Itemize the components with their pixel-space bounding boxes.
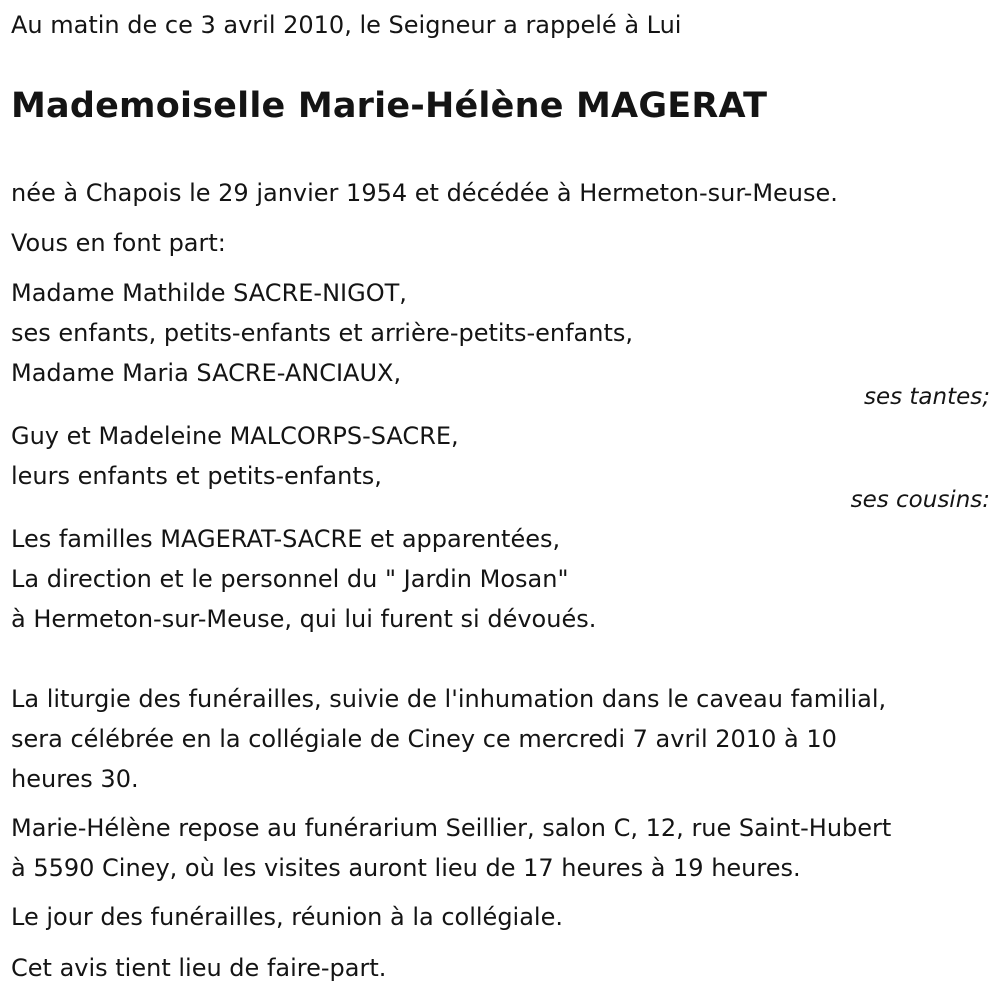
family-line: Madame Maria SACRE-ANCIAUX, xyxy=(11,359,402,387)
family-role-cousins: ses cousins: xyxy=(850,487,990,513)
family-line: La direction et le personnel du " Jardin Mosan" xyxy=(11,565,569,593)
repose-line: à 5590 Ciney, où les visites auront lieu de 17 heures à 19 heures. xyxy=(11,854,801,882)
reunion-line: Le jour des funérailles, réunion à la collégiale. xyxy=(11,903,563,931)
closing-line: Cet avis tient lieu de faire-part. xyxy=(11,954,387,982)
family-line: à Hermeton-sur-Meuse, qui lui furent si dévoués. xyxy=(11,605,597,633)
birth-death-line: née à Chapois le 29 janvier 1954 et décédée à Hermeton-sur-Meuse. xyxy=(11,179,838,207)
announcers-intro: Vous en font part: xyxy=(11,229,226,257)
liturgy-line: La liturgie des funérailles, suivie de l'inhumation dans le caveau familial, xyxy=(11,685,887,713)
liturgy-line: sera célébrée en la collégiale de Ciney ce mercredi 7 avril 2010 à 10 xyxy=(11,725,837,753)
deceased-name: Mademoiselle Marie-Hélène MAGERAT xyxy=(11,86,768,126)
liturgy-line: heures 30. xyxy=(11,765,139,793)
family-line: Les familles MAGERAT-SACRE et apparentées, xyxy=(11,525,561,553)
family-line: ses enfants, petits-enfants et arrière-petits-enfants, xyxy=(11,319,634,347)
repose-line: Marie-Hélène repose au funérarium Seillier, salon C, 12, rue Saint-Hubert xyxy=(11,814,892,842)
intro-line: Au matin de ce 3 avril 2010, le Seigneur a rappelé à Lui xyxy=(11,11,682,39)
family-line: Guy et Madeleine MALCORPS-SACRE, xyxy=(11,422,459,450)
family-line: leurs enfants et petits-enfants, xyxy=(11,462,382,490)
family-line: Madame Mathilde SACRE-NIGOT, xyxy=(11,279,407,307)
family-role-aunts: ses tantes; xyxy=(863,384,990,410)
